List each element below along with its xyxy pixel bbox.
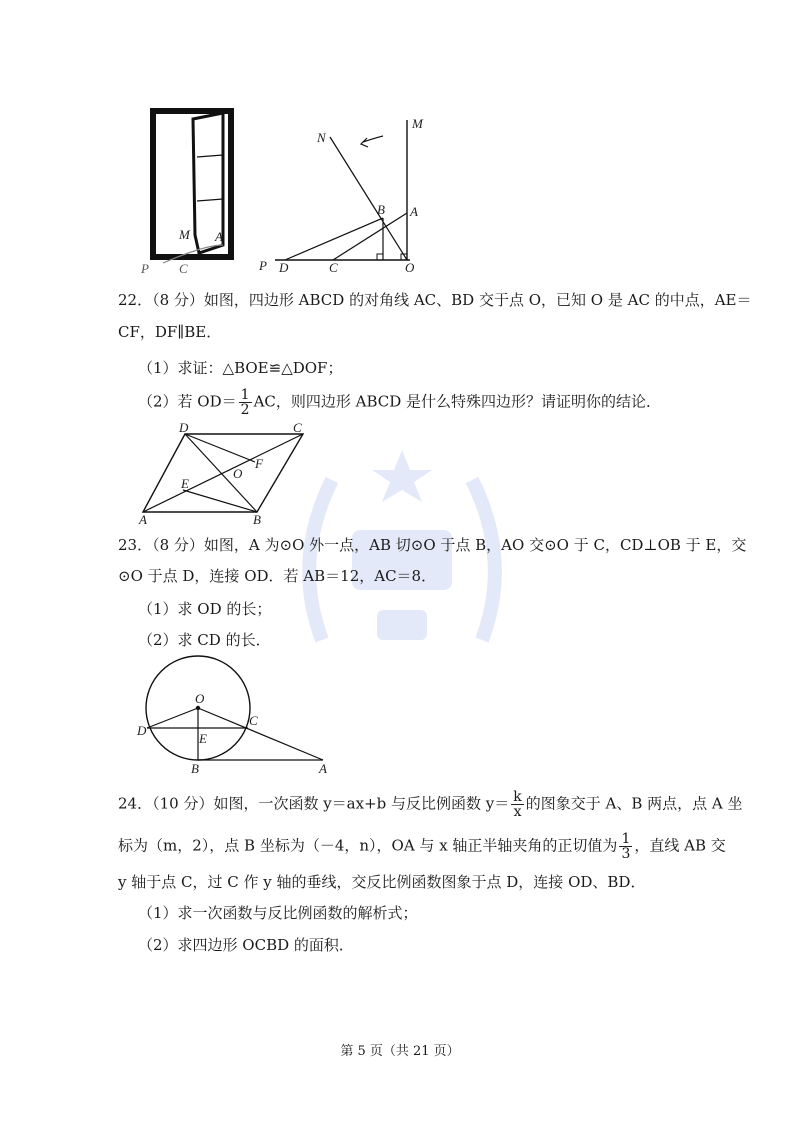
fig23-label-o: O — [195, 691, 205, 706]
page-footer: 第 5 页（共 21 页） — [340, 1044, 460, 1059]
fig22-label-c: C — [293, 420, 302, 435]
fig21a-label-c: C — [179, 261, 188, 276]
fig23-label-c: C — [249, 713, 258, 728]
fig21b-label-p: P — [259, 258, 267, 273]
q22-part2-post: AC，则四边形 ABCD 是什么特殊四边形？请证明你的结论． — [253, 392, 662, 411]
figure-21-window — [135, 105, 245, 275]
fig22-label-d: D — [179, 420, 189, 435]
fig21b-label-n: N — [317, 130, 326, 145]
fig21b-label-a: A — [410, 204, 418, 219]
fig23-label-d: D — [137, 723, 147, 738]
fig21b-label-d: D — [279, 260, 289, 275]
fig22-label-o: O — [233, 466, 243, 481]
q22-fraction: $\frac{1}{2}$ — [240, 387, 250, 418]
figure-22-parallelogram — [135, 420, 325, 530]
fig21b-label-b: B — [377, 202, 385, 217]
fig21a-label-p: P — [141, 261, 149, 276]
q23-part1: （1）求 OD 的长； — [138, 600, 272, 618]
q23-line2: ⊙O 于点 D，连接 OD．若 AB＝12，AC＝8． — [118, 567, 437, 585]
q24-line1: 24．（10 分）如图，一次函数 y＝ax+b 与反比例函数 y＝ $\frac{k}{x}$ 的图象交于 A、B 两点，点 A 坐 — [118, 789, 743, 820]
fig21b-label-m: M — [412, 116, 423, 131]
fig22-label-b: B — [253, 512, 261, 527]
q24-line3: y 轴于点 C，过 C 作 y 轴的垂线，交反比例函数图象于点 D，连接 OD、BD． — [118, 873, 646, 891]
figure-21-diagram — [255, 112, 435, 275]
fig21b-label-o: O — [405, 260, 415, 275]
q23-part2: （2）求 CD 的长． — [138, 631, 271, 649]
fig21a-label-m: M — [179, 227, 190, 242]
fig22-label-e: E — [181, 476, 189, 491]
fig23-label-e: E — [199, 731, 207, 746]
q23-line1: 23．（8 分）如图，A 为⊙O 外一点，AB 切⊙O 于点 B，AO 交⊙O 于 C，CD⊥OB 于 E，交 — [118, 536, 747, 554]
fig21b-label-c: C — [329, 260, 338, 275]
q24-part2: （2）求四边形 OCBD 的面积． — [138, 936, 354, 954]
q24-fraction-kx: $\frac{k}{x}$ — [513, 789, 522, 820]
q22-line1: 22．（8 分）如图，四边形 ABCD 的对角线 AC、BD 交于点 O，已知 O 是 AC 的中点，AE＝ — [118, 291, 752, 309]
q22-part2-pre: （2）若 OD＝ — [138, 392, 237, 411]
q24-fraction-tan: $\frac{1}{3}$ — [621, 831, 631, 862]
fig22-label-a: A — [139, 512, 147, 527]
figure-23-circle — [135, 655, 335, 780]
q22-part2 — [138, 388, 661, 417]
q24-line2: 标为（m，2），点 B 坐标为（－4，n），OA 与 x 轴正半轴夹角的正切值为 $\frac{1}{3}$ ，直线 AB 交 — [118, 831, 726, 862]
q24-part1: （1）求一次函数与反比例函数的解析式； — [138, 904, 418, 922]
fig22-label-f: F — [255, 456, 263, 471]
fig23-label-a: A — [319, 761, 327, 776]
fig23-label-b: B — [191, 761, 199, 776]
fig21a-label-a: A — [215, 229, 223, 244]
q22-line2: CF，DF∥BE． — [118, 323, 222, 341]
q22-part1: （1）求证：△BOE≌△DOF； — [138, 359, 343, 377]
